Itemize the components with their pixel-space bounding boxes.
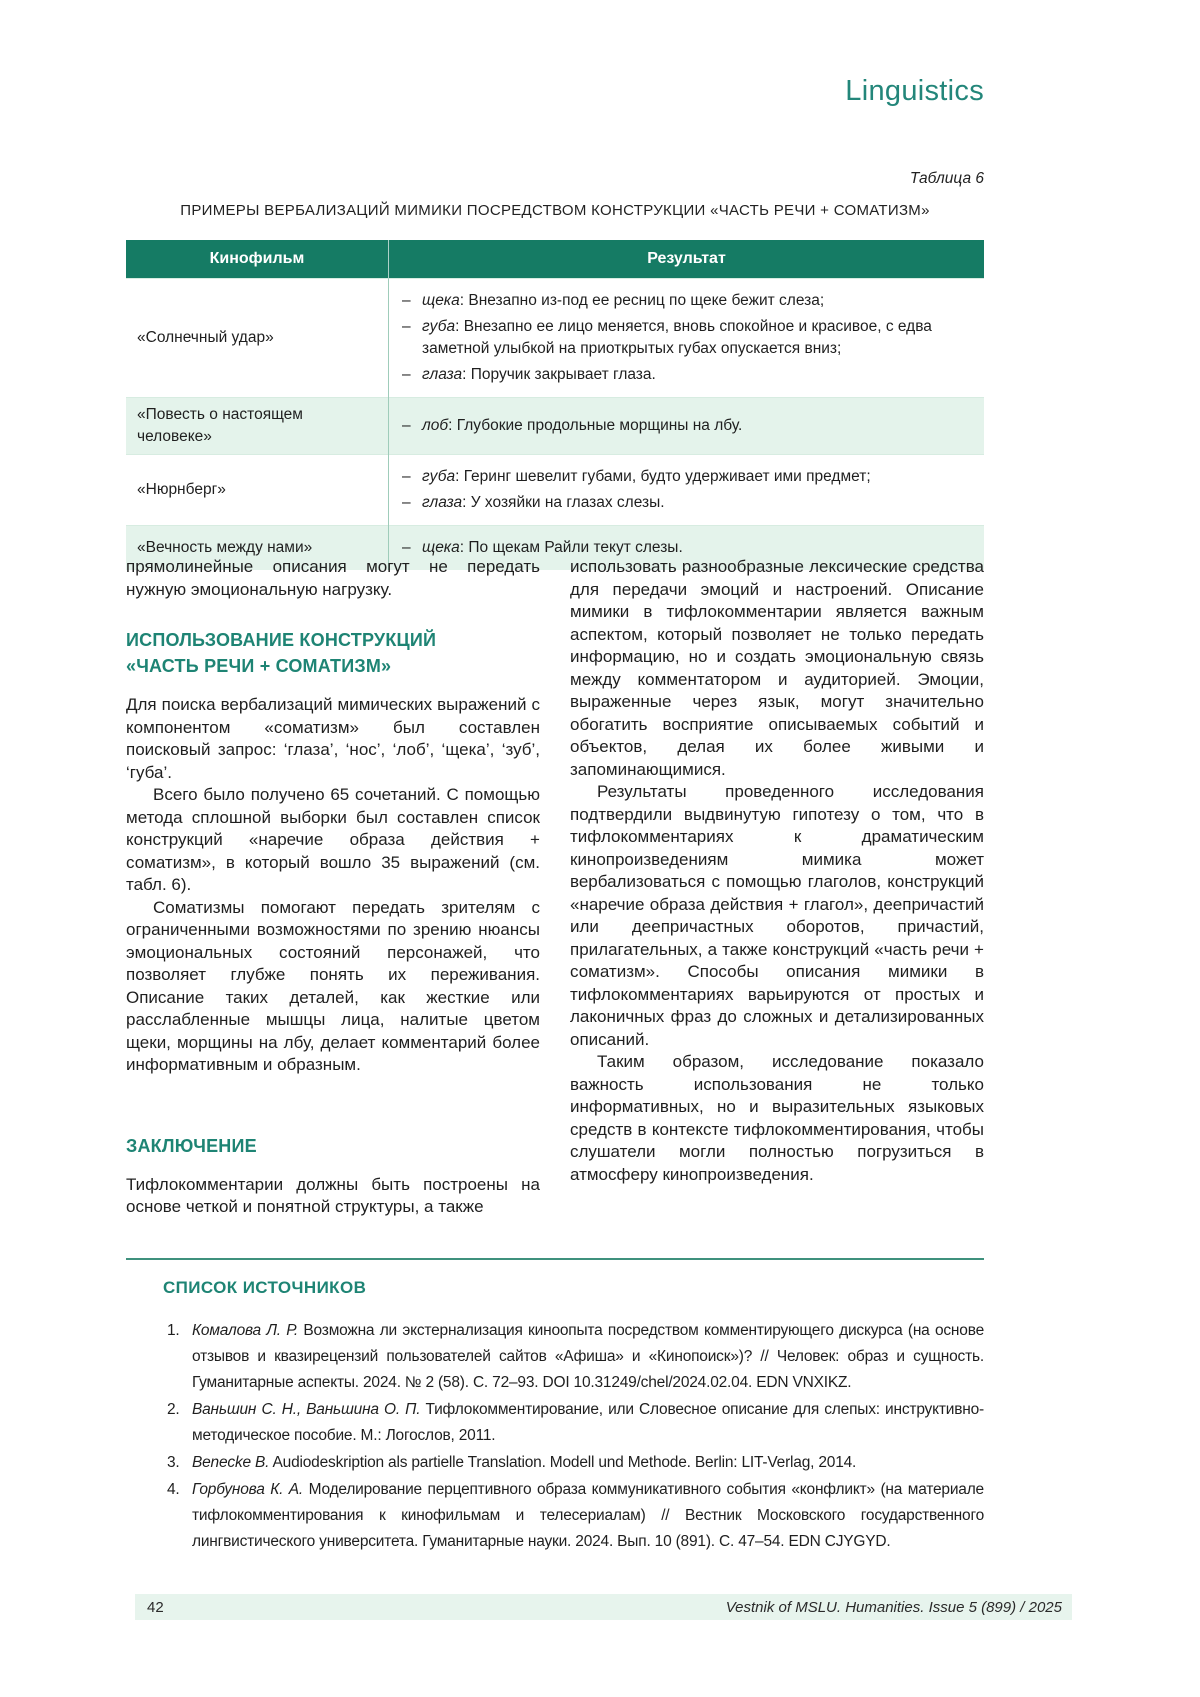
reference-authors: Горбунова К. А.: [192, 1481, 304, 1498]
somatism-term: щека: [422, 539, 460, 556]
somatism-term: губа: [422, 468, 456, 485]
list-dash: –: [402, 292, 411, 309]
reference-item: [167, 1318, 984, 1396]
body-paragraph: Тифлокомментарии должны быть построены на основе четкой и понятной структуры, а также: [126, 1174, 540, 1216]
reference-authors: Комалова Л. Р.: [192, 1322, 299, 1339]
list-dash: –: [402, 494, 411, 511]
table-caption: Таблица 6: [909, 170, 984, 187]
table-row: [126, 455, 984, 526]
body-paragraph: Для поиска вербализаций мимических выражений с компонентом «соматизм» был составлен поисковый запрос: ‘глаза’, ‘нос’, ‘лоб’, ‘щека’, ‘зуб’, ‘губа’.: [126, 695, 540, 782]
body-paragraph: Соматизмы помогают передать зрителям с ограниченными возможностями по зрению нюансы эмоциональных состояний персонажей, что позволяет глубже понять их переживания. Описание таких деталей, как жесткие или расслабленные мышцы лица, налитые цветом щеки, морщины на лбу, делает комментарий более информативным и образным.: [126, 897, 540, 1074]
result-item-text: щека: По щекам Райли текут слезы.: [422, 539, 683, 556]
journal-title: Vestnik of MSLU. Humanities. Issue 5 (899) / 2025: [725, 1598, 1062, 1616]
list-dash: –: [402, 318, 411, 335]
section-heading: ИСПОЛЬЗОВАНИЕ КОНСТРУКЦИЙ «ЧАСТЬ РЕЧИ + СОМАТИЗМ»: [126, 630, 437, 676]
reference-number: 4.: [167, 1481, 180, 1498]
page-footer: [135, 1594, 1072, 1620]
film-title-cell: «Нюрнберг»: [126, 455, 389, 526]
film-title-cell: «Солнечный удар»: [126, 279, 389, 398]
column-header-film: Кинофильм: [126, 240, 389, 279]
result-item-text: лоб: Глубокие продольные морщины на лбу.: [422, 417, 743, 434]
result-cell: [389, 279, 985, 398]
result-cell: [389, 398, 985, 455]
somatism-term: глаза: [422, 366, 463, 383]
sources-heading: СПИСОК ИСТОЧНИКОВ: [163, 1278, 367, 1297]
body-paragraph: использовать разнообразные лексические средства для передачи эмоций и настроений. Описание мимики в тифлокомментарии является важным аспектом, который позволяет не только передать информацию, но и создать эмоциональную связь между комментатором и аудиторией. Эмоции, выраженные через язык, могут значительно обогатить восприятие описываемых событий и объектов, делая их более живыми и запоминающимися.: [570, 557, 984, 779]
result-item: [402, 316, 972, 360]
table-header-row: [126, 240, 984, 279]
verbalization-examples-table: [126, 240, 984, 570]
body-paragraph: Всего было получено 65 сочетаний. С помощью метода сплошной выборки был составлен список конструкций «наречие образа действия + соматизм», в который вошло 35 выражений (см. табл. 6).: [126, 785, 540, 894]
result-item-text: губа: Геринг шевелит губами, будто удерживает ими предмет;: [422, 468, 871, 485]
body-text-columns: [126, 556, 984, 1219]
reference-text: Benecke B. Audiodeskription als partielle Translation. Modell und Methode. Berlin: LIT-Verlag, 2014.: [192, 1454, 857, 1471]
result-item: [402, 364, 972, 386]
result-item-text: глаза: У хозяйки на глазах слезы.: [422, 494, 665, 511]
result-item: [402, 290, 972, 312]
somatism-term: глаза: [422, 494, 463, 511]
left-text-column: [126, 556, 540, 1219]
right-text-column: [570, 556, 984, 1219]
reference-number: 3.: [167, 1454, 180, 1471]
result-item-text: щека: Внезапно из-под ее ресниц по щеке бежит слеза;: [422, 292, 825, 309]
body-paragraph: Таким образом, исследование показало важность использования не только информативных, но и выразительных языковых средств в контексте тифлокомментирования, чтобы слушатели могли полностью погрузиться в атмосферу кинопроизведения.: [570, 1052, 984, 1184]
table-title: ПРИМЕРЫ ВЕРБАЛИЗАЦИЙ МИМИКИ ПОСРЕДСТВОМ КОНСТРУКЦИИ «ЧАСТЬ РЕЧИ + СОМАТИЗМ»: [180, 202, 930, 219]
list-dash: –: [402, 468, 411, 485]
reference-item: [167, 1397, 984, 1449]
film-title-cell: «Вечность между нами»: [126, 526, 389, 571]
section-divider-rule: [126, 1258, 984, 1260]
reference-item: [167, 1450, 984, 1476]
result-item: [402, 492, 972, 514]
reference-number: 1.: [167, 1322, 180, 1339]
reference-authors: Benecke B.: [192, 1454, 270, 1471]
somatism-term: лоб: [422, 417, 449, 434]
result-item-text: губа: Внезапно ее лицо меняется, вновь спокойное и красивое, с едва заметной улыбкой на приоткрытых губах опускается вниз;: [422, 318, 932, 357]
reference-text: Ваньшин С. Н., Ваньшина О. П. Тифлокомментирование, или Словесное описание для слепых: инструктивно-методическое пособие. М.: Логослов, 2011.: [192, 1401, 984, 1444]
reference-text: Горбунова К. А. Моделирование перцептивного образа коммуникативного события «конфликт» (на материале тифлокомментирования к кинофильмам и телесериалам) // Вестник Московского государственного лингвистического университета. Гуманитарные науки. 2024. Вып. 10 (891). С. 47–54. EDN CJYGYD.: [192, 1481, 984, 1550]
result-item: [402, 466, 972, 488]
page-number: 42: [147, 1598, 164, 1616]
reference-authors: Ваньшин С. Н., Ваньшина О. П.: [192, 1401, 421, 1418]
result-item-text: глаза: Поручик закрывает глаза.: [422, 366, 656, 383]
reference-number: 2.: [167, 1401, 180, 1418]
somatism-term: щека: [422, 292, 460, 309]
references-list: [167, 1318, 984, 1555]
somatism-term: губа: [422, 318, 456, 335]
table-row: [126, 398, 984, 455]
result-cell: [389, 455, 985, 526]
sources-section: [126, 1258, 984, 1556]
film-title-cell: «Повесть о настоящем человеке»: [126, 398, 389, 455]
list-dash: –: [402, 417, 411, 434]
section-heading: ЗАКЛЮЧЕНИЕ: [126, 1135, 257, 1156]
running-head-section-label: Linguistics: [845, 75, 984, 107]
reference-item: [167, 1477, 984, 1555]
table-row: [126, 279, 984, 398]
list-dash: –: [402, 366, 411, 383]
reference-text: Комалова Л. Р. Возможна ли экстернализация киноопыта посредством комментирующего дискурса (на основе отзывов и квазирецензий пользователей сайтов «Афиша» и «Кинопоиск»)? // Человек: образ и сущность. Гуманитарные аспекты. 2024. № 2 (58). С. 72–93. DOI 10.31249/chel/2024.02.04. EDN VNXIKZ.: [192, 1322, 984, 1391]
body-paragraph: прямолинейные описания могут не передать нужную эмоциональную нагрузку.: [126, 557, 540, 599]
result-item: [402, 415, 972, 437]
column-header-result: Результат: [389, 240, 985, 279]
list-dash: –: [402, 539, 411, 556]
body-paragraph: Результаты проведенного исследования подтвердили выдвинутую гипотезу о том, что в тифлокомментариях к драматическим кинопроизведениям мимика может вербализоваться с помощью глаголов, конструкций «наречие образа действия + глагол», деепричастий или деепричастных оборотов, причастий, прилагательных, а также конструкций «часть речи + соматизм». Способы описания мимики в тифлокомментариях варьируются от простых и лаконичных фраз до сложных и детализированных описаний.: [570, 782, 984, 1049]
